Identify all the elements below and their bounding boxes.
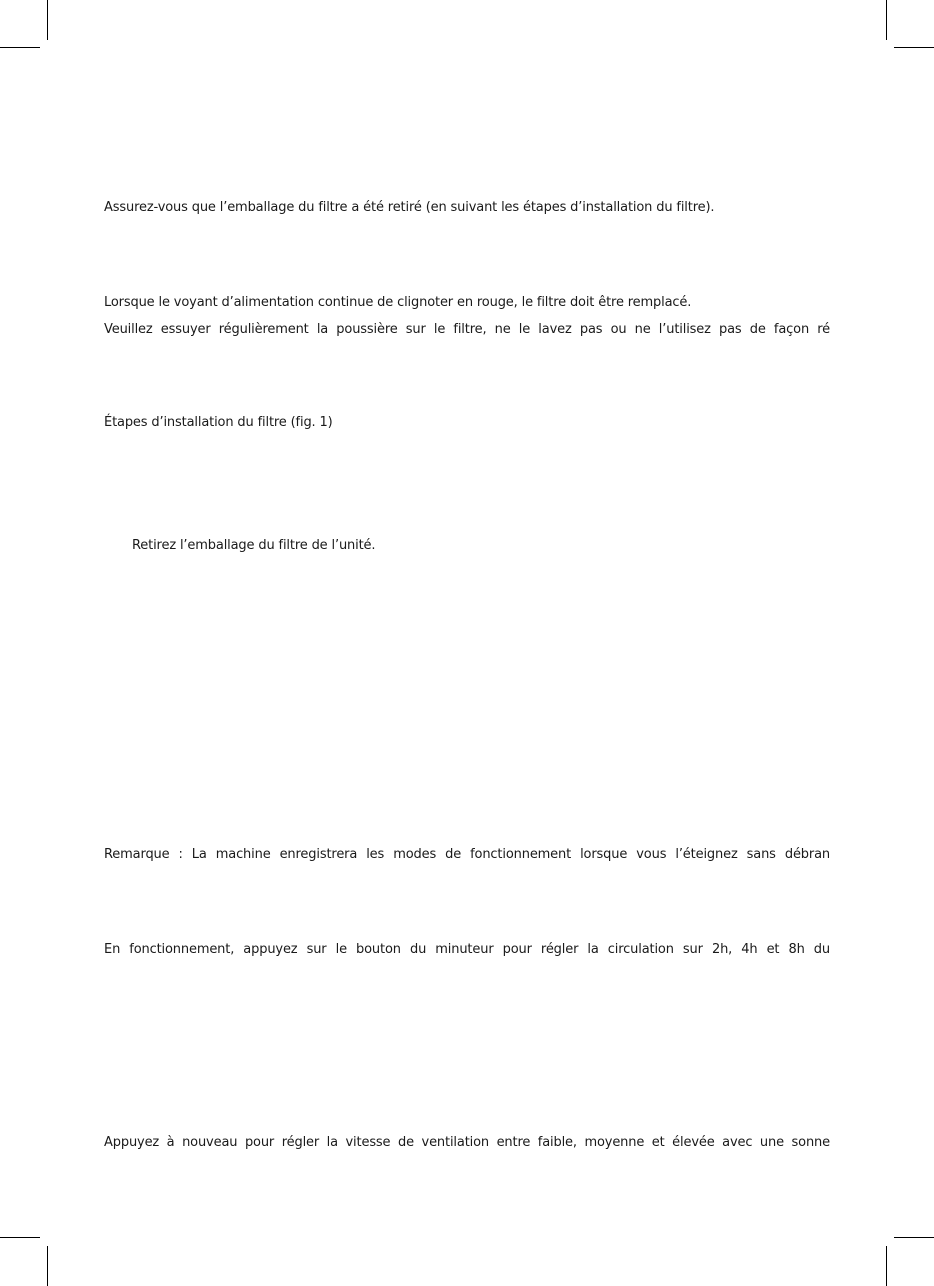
filter-cleaning-note: Veuillez essuyer régulièrement la poussière sur le filtre, ne le lavez pas ou ne l’utilisez pas de façon ré <box>104 322 830 337</box>
fan-speed-instruction: Appuyez à nouveau pour régler la vitesse de ventilation entre faible, moyenne et élevée avec une sonne <box>104 1135 830 1150</box>
crop-mark-top-left-horizontal <box>0 47 40 48</box>
crop-mark-bottom-right-vertical <box>886 1246 887 1286</box>
filter-install-heading: Étapes d’installation du filtre (fig. 1) <box>104 415 333 430</box>
crop-mark-top-right-vertical <box>886 0 887 40</box>
filter-packaging-note: Assurez-vous que l’emballage du filtre a été retiré (en suivant les étapes d’installation du filtre). <box>104 200 715 215</box>
filter-install-step-1: Retirez l’emballage du filtre de l’unité. <box>132 538 376 553</box>
crop-mark-top-left-vertical <box>47 0 48 40</box>
filter-replace-note: Lorsque le voyant d’alimentation continue de clignoter en rouge, le filtre doit être remplacé. <box>104 295 692 310</box>
memory-remark: Remarque : La machine enregistrera les modes de fonctionnement lorsque vous l’éteignez sans débran <box>104 847 830 862</box>
crop-mark-top-right-horizontal <box>894 47 934 48</box>
crop-mark-bottom-left-horizontal <box>0 1237 40 1238</box>
crop-mark-bottom-left-vertical <box>47 1246 48 1286</box>
timer-instruction: En fonctionnement, appuyez sur le bouton du minuteur pour régler la circulation sur 2h, 4h et 8h du <box>104 942 830 957</box>
crop-mark-bottom-right-horizontal <box>894 1237 934 1238</box>
